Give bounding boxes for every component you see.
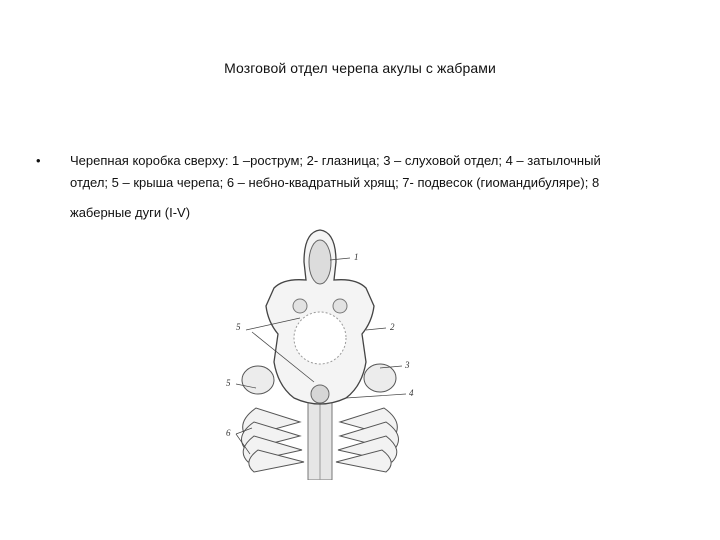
bullet-line-1: Черепная коробка сверху: 1 –рострум; 2- глазница; 3 – слуховой отдел; 4 – затылочный [70, 153, 601, 168]
gill-arches-left [242, 408, 305, 472]
bullet-dot: • [36, 153, 41, 168]
shark-skull-illustration [196, 222, 444, 480]
figure-label-2: 2 [390, 322, 395, 332]
figure-label-4: 4 [409, 388, 414, 398]
figure-label-3: 3 [405, 360, 410, 370]
figure-label-5-top: 5 [236, 322, 241, 332]
figure-label-1: 1 [354, 252, 359, 262]
skull-drawing [196, 222, 444, 480]
bullet-item [36, 150, 676, 224]
slide-title: Мозговой отдел черепа акулы с жабрами [224, 60, 496, 76]
bullet-line-3: жаберные дуги (I-V) [70, 205, 191, 220]
figure-label-6: 6 [226, 428, 231, 438]
bullet-line-2: отдел; 5 – крыша черепа; 6 – небно-квадратный хрящ; 7- подвесок (гиомандибуляре); 8 [70, 175, 600, 190]
bullet-text [70, 150, 660, 224]
figure-label-5-bottom: 5 [226, 378, 231, 388]
gill-arches-right [336, 408, 399, 472]
